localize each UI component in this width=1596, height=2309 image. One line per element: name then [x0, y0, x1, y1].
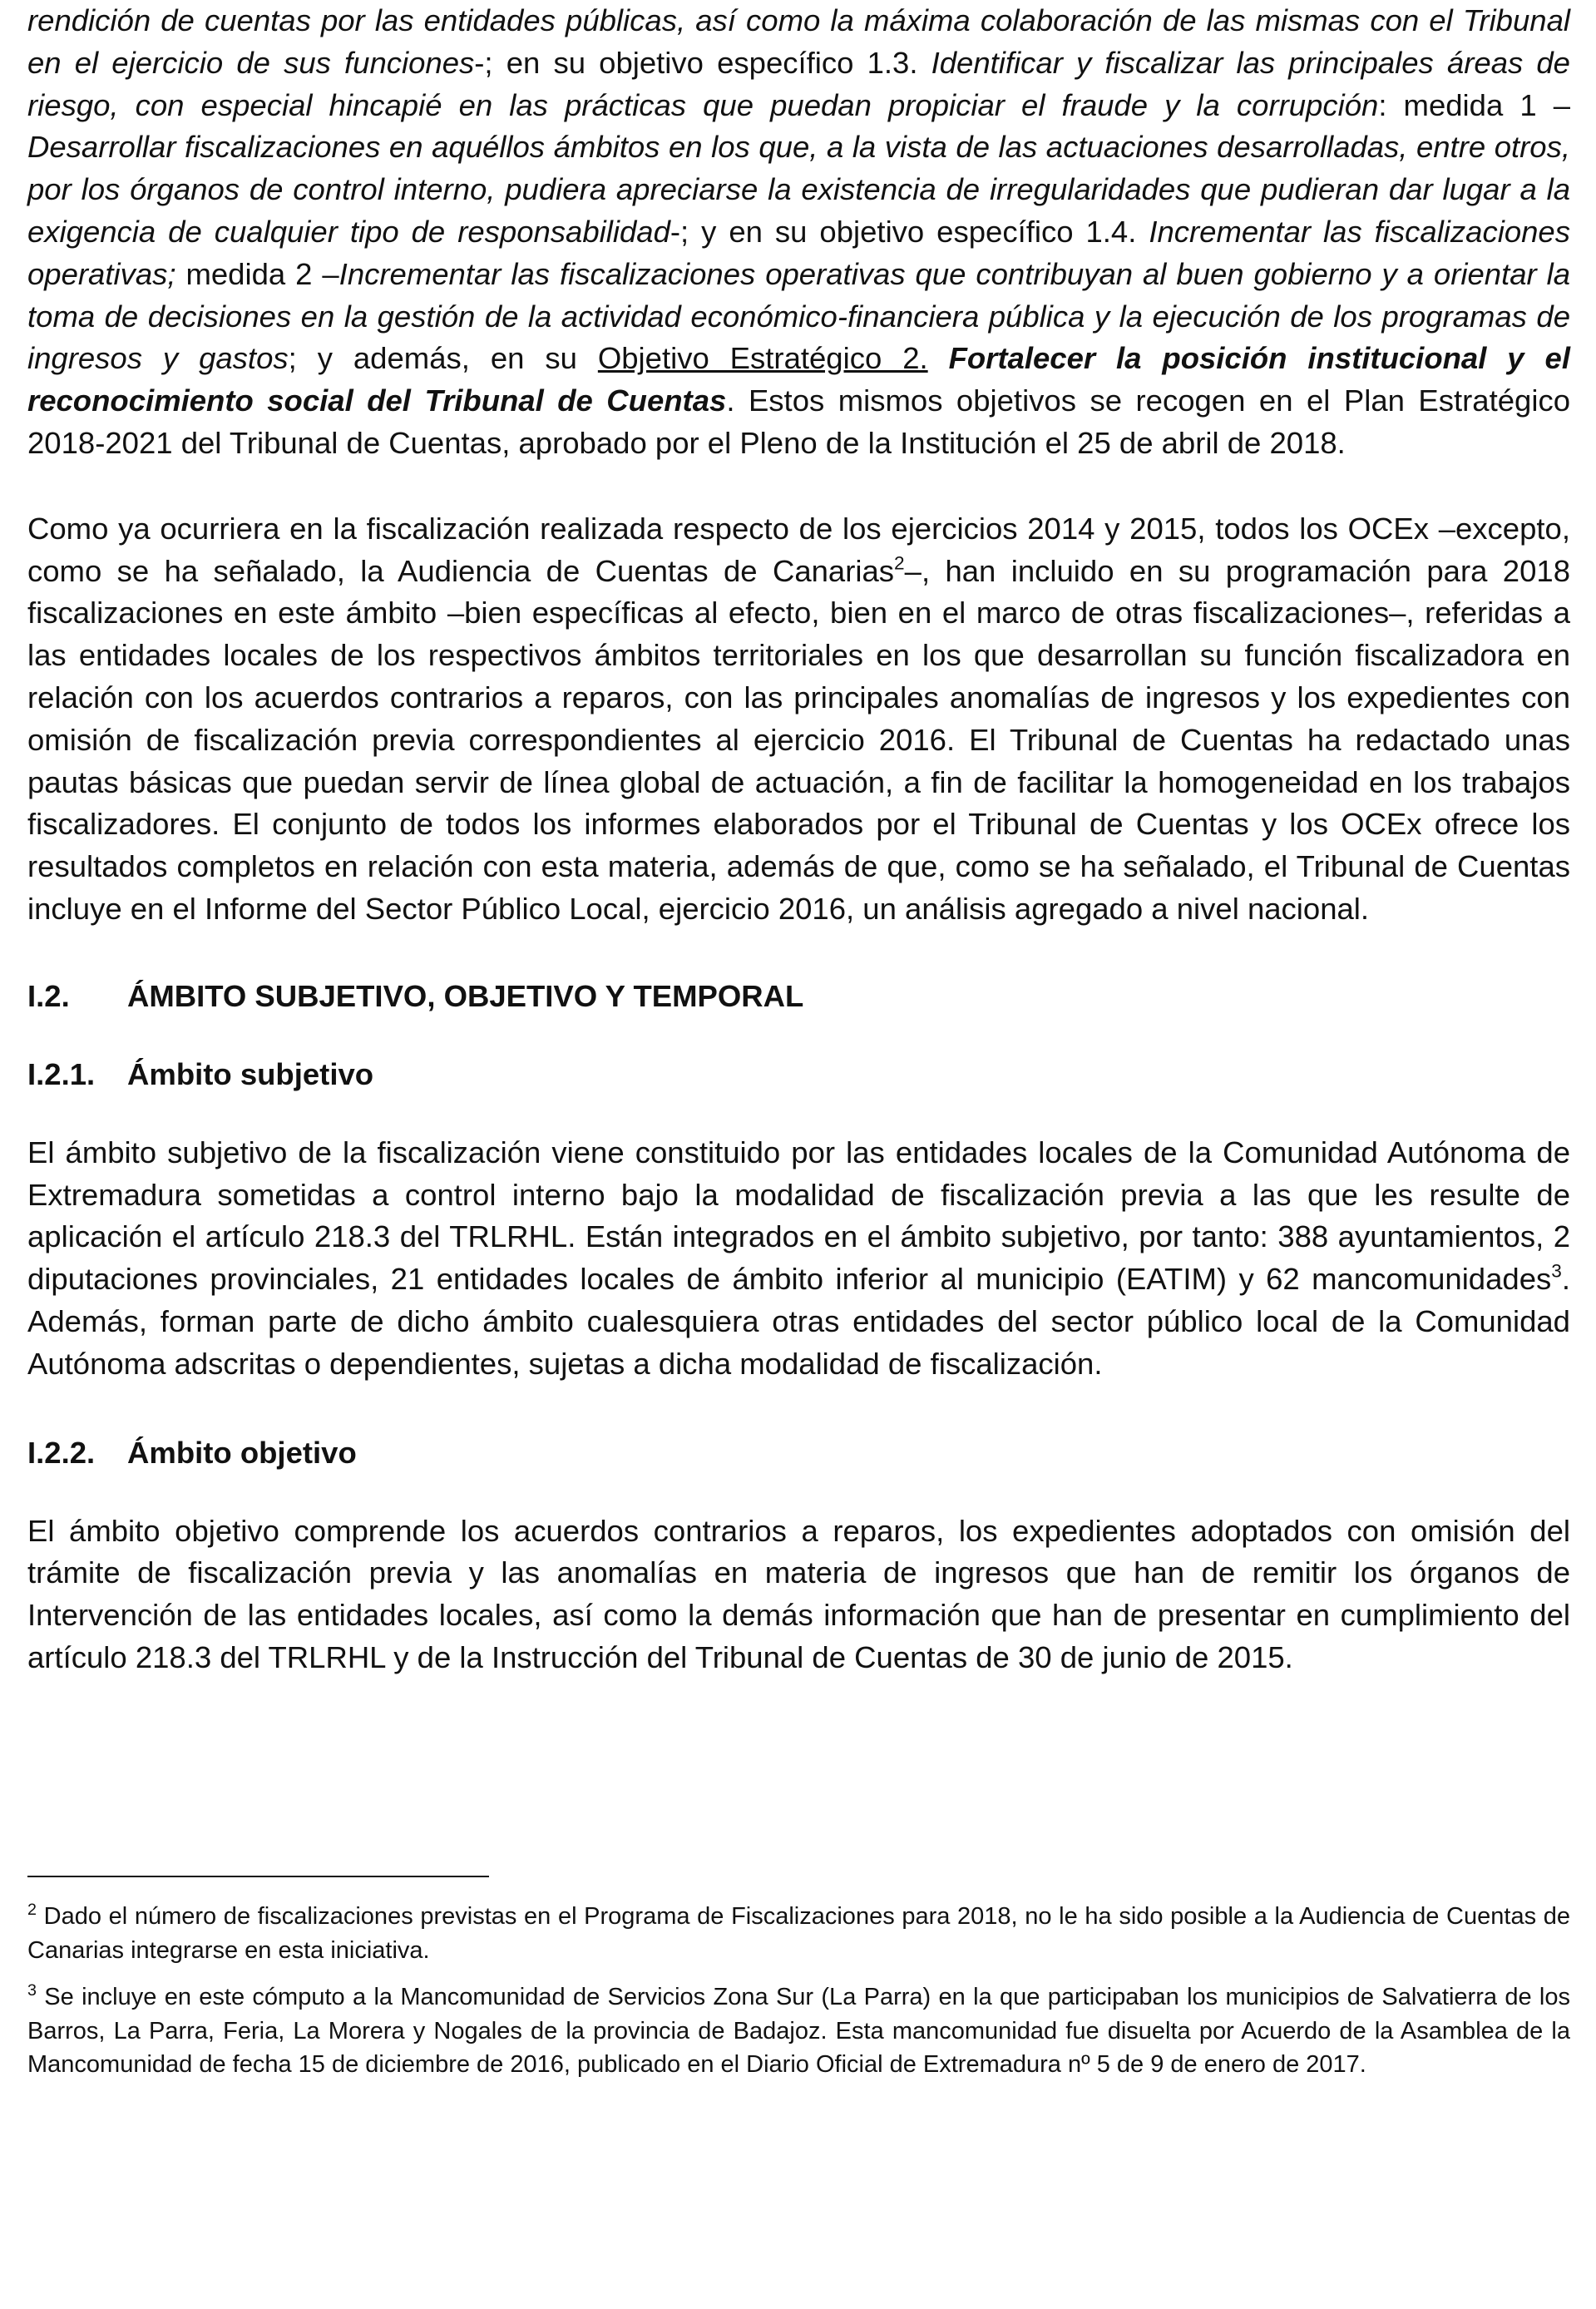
text-plain: Como ya ocurriera en la fiscalización realizada respecto de los ejercicios 2014 y 2015, todos los OCEx –excepto, como se ha señalado, la Audiencia de Cuentas de Canarias	[27, 511, 1570, 588]
paragraph-objectives	[27, 0, 1570, 465]
footnote-ref-2[interactable]: 2	[894, 551, 905, 573]
text-italic: Incrementar las fiscalizaciones operativas que contribuyan al buen gobierno y a orientar la toma de decisiones en la gestión de la actividad económico-financiera pública y la ejecución de los programas de ingresos y gastos	[27, 256, 1571, 376]
text-plain: –, han incluido en su programación para 2018 fiscalizaciones en este ámbito –bien específicas al efecto, bien en el marco de otras fiscalizaciones–, referidas a las entidades locales de los respectivos ámbitos territoriales en los que desarrollan su función fiscalizadora en relación con los acuerdos contrarios a reparos, con las principales anomalías de ingresos y los expedientes con omisión de fiscalización previa correspondientes al ejercicio 2016. El Tribunal de Cuentas ha redactado unas pautas básicas que puedan servir de línea global de actuación, a fin de facilitar la homogeneidad en los trabajos fiscalizadores. El conjunto de todos los informes elaborados por el Tribunal de Cuentas y los OCEx ofrece los resultados completos en relación con esta materia, además de que, como se ha señalado, el Tribunal de Cuentas incluye en el Informe del Sector Público Local, ejercicio 2016, un análisis agregado a nivel nacional.	[27, 553, 1570, 926]
subsection-title: Ámbito subjetivo	[127, 1056, 374, 1091]
paragraph-subjective-scope	[27, 1132, 1570, 1386]
footnote-ref-3[interactable]: 3	[1551, 1260, 1562, 1282]
footnote-separator	[27, 1876, 489, 1877]
subsection-heading	[27, 1054, 1570, 1095]
subsection-heading	[27, 1432, 1570, 1474]
text-plain: ; y además, en su	[288, 341, 598, 376]
text-plain: . Estos mismos objetivos se recogen en el Plan Estratégico 2018-2021 del Tribunal de Cuentas, aprobado por el Pleno de la Institución el 25 de abril de 2018.	[27, 383, 1570, 460]
footnote-text: Dado el número de fiscalizaciones previstas en el Programa de Fiscalizaciones para 2018, no le ha sido posible a la Audiencia de Cuentas de Canarias integrarse en esta iniciativa.	[27, 1903, 1570, 1964]
text-plain: -; y en su objetivo específico 1.4.	[670, 214, 1149, 249]
footnote-number: 2	[27, 1901, 37, 1920]
text-plain: -; en su objetivo específico 1.3.	[474, 45, 931, 80]
section-number: I.2.	[27, 978, 70, 1013]
paragraph-objective-scope	[27, 1510, 1570, 1679]
text-plain: : medida 1 –	[1378, 87, 1571, 122]
subsection-number: I.2.2.	[27, 1435, 96, 1470]
text-italic: rendición de cuentas por las entidades públicas, así como la máxima colaboración de las mismas con el Tribunal en el ejercicio de sus funciones	[27, 3, 1570, 80]
subsection-number: I.2.1.	[27, 1056, 96, 1091]
text-bold-italic: Fortalecer la posición institucional y el reconocimiento social del Tribunal de Cuentas	[27, 341, 1570, 418]
text-italic: Identificar y fiscalizar las principales áreas de riesgo, con especial hincapié en las prácticas que puedan propiciar el fraude y la corrupción	[27, 45, 1570, 122]
footnotes	[27, 1900, 1570, 2082]
text-plain: El ámbito subjetivo de la fiscalización viene constituido por las entidades locales de la Comunidad Autónoma de Extremadura sometidas a control interno bajo la modalidad de fiscalización previa a las que les resulte de aplicación el artículo 218.3 del TRLRHL. Están integrados en el ámbito subjetivo, por tanto: 388 ayuntamientos, 2 diputaciones provinciales, 21 entidades locales de ámbito inferior al municipio (EATIM) y 62 mancomunidades	[27, 1135, 1570, 1297]
paragraph-ocex	[27, 508, 1570, 931]
section-title: ÁMBITO SUBJETIVO, OBJETIVO Y TEMPORAL	[127, 978, 804, 1013]
footnote-number: 3	[27, 1981, 37, 2000]
text-underlined: Objetivo Estratégico 2.	[597, 341, 928, 376]
document-page	[27, 0, 1570, 1679]
footnote-2	[27, 1900, 1570, 1967]
subsection-title: Ámbito objetivo	[127, 1435, 357, 1470]
text-plain: . Además, forman parte de dicho ámbito cualesquiera otras entidades del sector público local de la Comunidad Autónoma adscritas o dependientes, sujetas a dicha modalidad de fiscalización.	[27, 1262, 1570, 1381]
text-plain: medida 2 –	[175, 256, 339, 291]
text-italic: Incrementar las fiscalizaciones operativas;	[27, 214, 1570, 291]
text-plain	[928, 341, 949, 375]
text-italic: Desarrollar fiscalizaciones en aquéllos ámbitos en los que, a la vista de las actuaciones desarrolladas, entre otros, por los órganos de control interno, pudiera apreciarse la existencia de irregularidades que pudieran dar lugar a la exigencia de cualquier tipo de responsabilidad	[27, 130, 1570, 249]
footnote-3	[27, 1980, 1570, 2082]
section-heading	[27, 976, 1570, 1017]
footnote-text: Se incluye en este cómputo a la Mancomunidad de Servicios Zona Sur (La Parra) en la que participaban los municipios de Salvatierra de los Barros, La Parra, Feria, La Morera y Nogales de la provincia de Badajoz. Esta mancomunidad fue disuelta por Acuerdo de la Asamblea de la Mancomunidad de fecha 15 de diciembre de 2016, publicado en el Diario Oficial de Extremadura nº 5 de 9 de enero de 2017.	[27, 1984, 1570, 2078]
text-plain: El ámbito objetivo comprende los acuerdos contrarios a reparos, los expedientes adoptados con omisión del trámite de fiscalización previa y las anomalías en materia de ingresos que han de remitir los órganos de Intervención de las entidades locales, así como la demás información que han de presentar en cumplimiento del artículo 218.3 del TRLRHL y de la Instrucción del Tribunal de Cuentas de 30 de junio de 2015.	[27, 1513, 1570, 1674]
